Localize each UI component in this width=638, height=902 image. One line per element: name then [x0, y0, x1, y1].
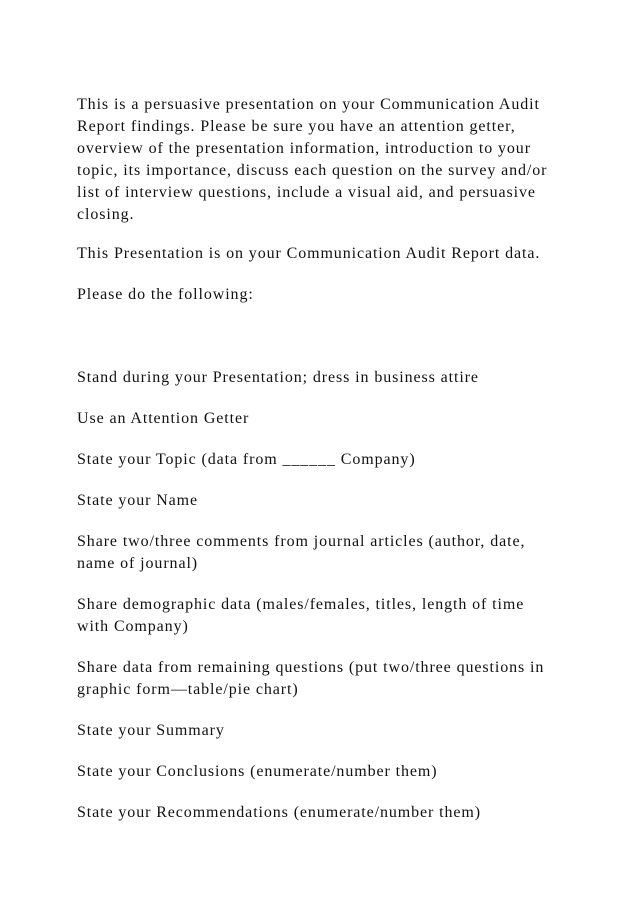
list-item: Stand during your Presentation; dress in business attire — [77, 369, 479, 386]
list-item: Share demographic data (males/females, titles, length of time with Company) — [77, 596, 525, 635]
statement-paragraph: This Presentation is on your Communication Audit Report data. — [77, 245, 541, 262]
list-item: State your Conclusions (enumerate/number them) — [77, 763, 438, 780]
intro-line: Report findings. Please be sure you have an attention getter, — [77, 118, 516, 135]
list-item: Share two/three comments from journal articles (author, date, name of journal) — [77, 533, 526, 572]
intro-line: topic, its importance, discuss each question on the survey and/or — [77, 162, 548, 179]
intro-paragraph — [77, 94, 577, 226]
instruction-paragraph: Please do the following: — [77, 286, 254, 303]
intro-line: This is a persuasive presentation on your Communication Audit — [77, 96, 540, 113]
list-item: Share data from remaining questions (put two/three questions in graphic form—table/pie chart) — [77, 659, 545, 698]
list-item: State your Summary — [77, 722, 225, 739]
intro-line: list of interview questions, include a visual aid, and persuasive — [77, 184, 536, 201]
list-item: Use an Attention Getter — [77, 410, 250, 427]
intro-line: overview of the presentation information, introduction to your — [77, 140, 531, 157]
document-body — [77, 94, 577, 824]
intro-line: closing. — [77, 206, 135, 223]
list-item: State your Recommendations (enumerate/number them) — [77, 804, 481, 821]
list-item: State your Name — [77, 492, 199, 509]
list-item: State your Topic (data from ______ Company) — [77, 451, 416, 468]
